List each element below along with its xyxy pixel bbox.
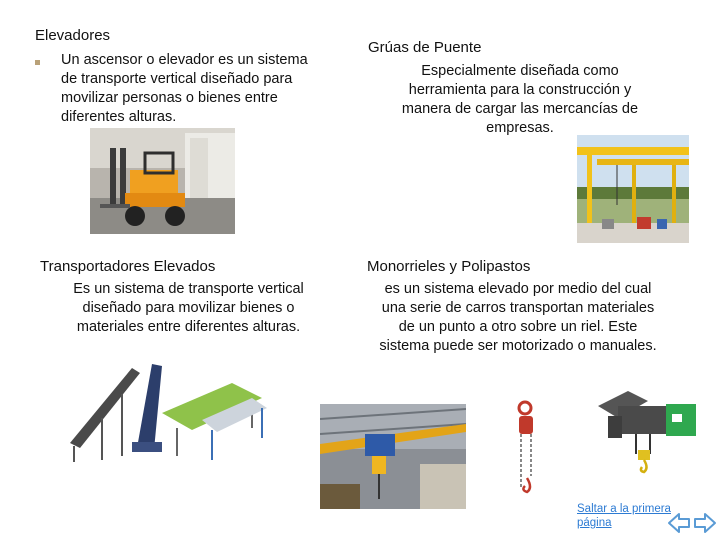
section-title-monorrieles: Monorrieles y Polipastos	[367, 258, 531, 275]
chain-hoist-photo	[503, 396, 553, 496]
back-arrow-icon[interactable]	[667, 512, 691, 534]
forward-arrow-icon[interactable]	[693, 512, 717, 534]
section-text-monorrieles: es un sistema elevado por medio del cual una serie de carros transportan materiales de un punto a otro sobre un riel. Este sistema puede ser motorizado o manuales.	[379, 281, 657, 354]
section-title-gruas: Grúas de Puente	[368, 39, 482, 56]
first-page-link-line2: página	[577, 517, 612, 529]
bridge-crane-photo	[577, 135, 689, 243]
first-page-link-line1: Saltar a la primera	[577, 503, 671, 515]
square-bullet-icon	[35, 60, 40, 65]
section-text-transportadores: Es un sistema de transporte vertical diseñado para movilizar bienes o materiales entre diferentes alturas.	[73, 281, 304, 335]
forklift-photo	[90, 128, 235, 234]
electric-hoist-photo	[588, 386, 706, 478]
conveyors-photo	[62, 338, 270, 472]
monorail-photo	[320, 404, 466, 509]
section-text-gruas: Especialmente diseñada como herramienta para la construcción y manera de cargar las mercancías de empresas.	[401, 63, 639, 136]
section-text-elevadores: Un ascensor o elevador es un sistema de transporte vertical diseñado para movilizar personas o bienes entre diferentes alturas.	[61, 52, 308, 125]
section-title-elevadores: Elevadores	[35, 27, 111, 44]
section-title-transportadores: Transportadores Elevados	[40, 258, 216, 275]
